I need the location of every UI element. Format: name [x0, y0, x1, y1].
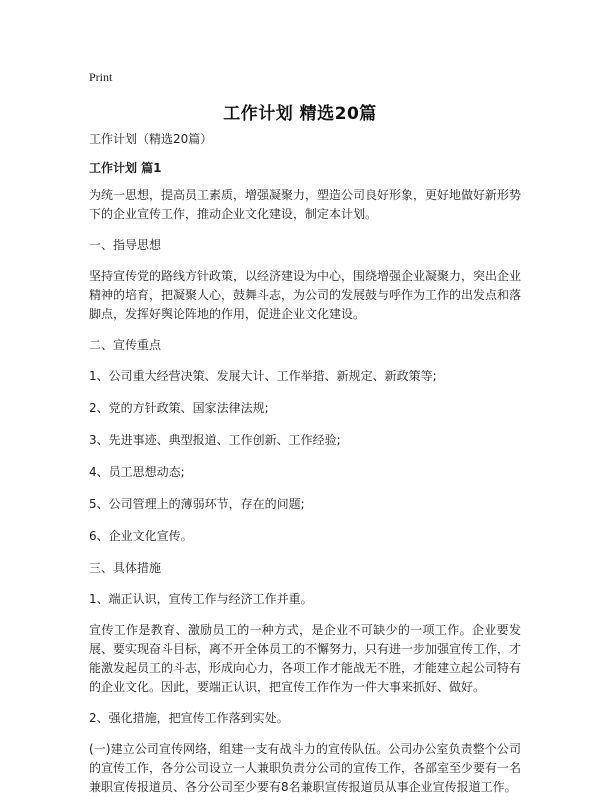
list-item: 3、先进事迹、典型报道、工作创新、工作经验; — [89, 433, 341, 447]
measure2-body: (一)建立公司宣传网络，组建一支有战斗力的宣传队伍。公司办公室负责整个公司的宣传工作，各分公司设立一人兼职负责分公司的宣传工作，各部室至少要有一名兼职宣传报道员、各分公司至少要有8名兼职宣传报道员从事企业宣传报道工作。 — [89, 742, 522, 794]
part1-heading: 一、指导思想 — [89, 238, 162, 252]
measure2-heading: 2、强化措施，把宣传工作落到实处。 — [89, 711, 289, 725]
section-heading: 工作计划 篇1 — [89, 161, 162, 175]
measure1-heading: 1、端正认识，宣传工作与经济工作并重。 — [89, 592, 313, 606]
print-link[interactable]: Print — [89, 70, 113, 84]
part3-heading: 三、具体措施 — [89, 561, 162, 575]
measure1-body: 宣传工作是教育、激励员工的一种方式，是企业不可缺少的一项工作。企业要发展、要实现奋斗目标，离不开全体员工的不懈努力，只有进一步加强宣传工作，才能激发起员工的斗志，形成向心力，各项工作才能战无不胜，才能建立起公司特有的企业文化。因此，要端正认识，把宣传工作作为一件大事来抓好、做好。 — [89, 623, 522, 694]
document-body — [89, 130, 521, 809]
part1-body: 坚持宣传党的路线方针政策，以经济建设为中心，围绕增强企业凝聚力，突出企业精神的培育，把凝聚人心，鼓舞斗志，为公司的发展鼓与呼作为工作的出发点和落脚点，发挥好舆论阵地的作用，促进企业文化建设。 — [89, 269, 522, 321]
intro-paragraph: 为统一思想，提高员工素质，增强凝聚力，塑造公司良好形象，更好地做好新形势下的企业宣传工作，推动企业文化建设，制定本计划。 — [89, 188, 522, 221]
list-item: 6、企业文化宣传。 — [89, 529, 193, 543]
list-item: 4、员工思想动态; — [89, 465, 185, 479]
document-subtitle: 工作计划（精选20篇） — [89, 132, 213, 146]
list-item: 1、公司重大经营决策、发展大计、工作举措、新规定、新政策等; — [89, 369, 437, 383]
part2-heading: 二、宣传重点 — [89, 338, 162, 352]
list-item: 2、党的方针政策、国家法律法规; — [89, 401, 269, 415]
page-title: 工作计划 精选20篇 — [223, 104, 377, 124]
list-item: 5、公司管理上的薄弱环节，存在的问题; — [89, 497, 305, 511]
